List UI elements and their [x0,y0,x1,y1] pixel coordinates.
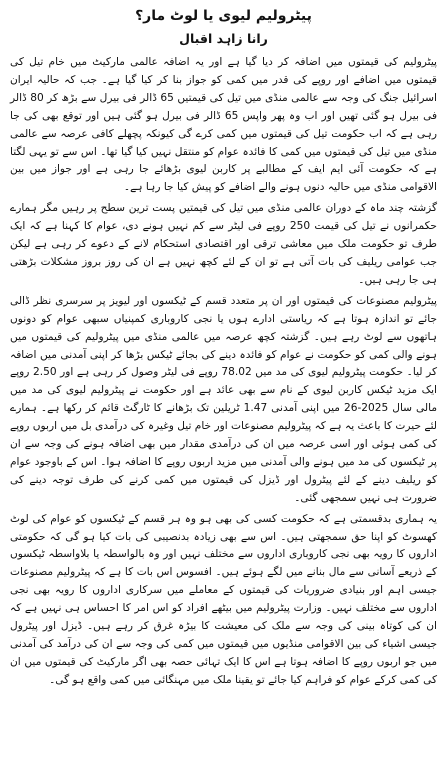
article-paragraph: پیٹرولیم کی قیمتوں میں اضافہ کر دیا گیا ہے اور یہ اضافہ عالمی مارکیٹ میں خام تیل کی قیمتوں میں اضافے اور روپے کی قدر میں کمی کو جواز بنا کر کیا گیا ہے۔ جب کہ حالیہ ایران اسرائیل جنگ کی وجہ سے عالمی منڈی میں تیل کی قیمتیں 65 ڈالر فی بیرل سے بڑھ کر 80 ڈالر فی بیرل ہو گئی تھیں اور اب وہ پھر واپس 65 ڈالر فی بیرل ہو گئی ہیں اور توقع بھی کی جا رہی ہے کہ اب حکومت تیل کی قیمتوں میں کمی کرے گی کیونکہ پچھلے کافی عرصہ سے عالمی منڈی میں تیل کی قیمتوں میں کمی کا فائدہ عوام کو منتقل نہیں کیا گیا تھا۔ اس سے تو یہی لگتا ہے کہ حکومت آئی ایم ایف کے مطالبے پر کاربن لیوی بڑھائے جا رہی ہے اور جواز میں بین الاقوامی منڈی میں حالیہ دنوں ہونے والے اضافے کو پیش کیا جا رہا ہے۔ [10,56,438,194]
article-paragraph: گزشتہ چند ماہ کے دوران عالمی منڈی میں تیل کی قیمتیں پست ترین سطح پر رہیں مگر ہمارے حکمرانوں نے تیل کی قیمت 250 روپے فی لیٹر سے کم نہیں ہونے دی، عوام کا کہنا ہے کہ ایک طرف تو حکومت ملک میں معاشی ترقی اور اقتصادی استحکام لانے کے دعوے کر رہی ہے لیکن جب عوامی ریلیف کی بات آتی ہے تو ان کے لئے کچھ نہیں ہے ان کی روز بروز مشکلات بڑھتی ہی جا رہی ہیں۔ [10,202,437,286]
article-title: پیٹرولیم لیوی یا لوٹ مار؟ [135,8,312,24]
article-paragraph: پیٹرولیم مصنوعات کی قیمتوں اور ان پر متعدد قسم کے ٹیکسوں اور لیویز پر سرسری نظر ڈالی جائے تو اندازہ ہوتا ہے کہ ریاستی ادارے ہوں یا نجی کاروباری کمپنیاں سبھی عوام کو دونوں ہاتھوں سے لوٹ رہے ہیں۔ گزشتہ کچھ عرصہ میں عالمی منڈی میں پیٹرولیم کی قیمتوں میں ہونے والی کمی کو حکومت نے عوام کو فائدہ دینے کی بجائے ٹیکس بڑھا کر اپنی آمدنی میں اضافہ کر لیا۔ حکومت پیٹرولیم لیوی کی مد میں 78.02 روپے فی لیٹر وصول کر رہی ہے اور 2.50 روپے ایک مزید ٹیکس کاربن لیوی کے نام سے بھی عائد ہے اور حکومت نے پیٹرولیم لیوی کی مد میں مالی سال 2025-26 میں اپنی آمدنی 1.47 ٹریلین تک بڑھانے کا ٹارگٹ قائم کر رکھا ہے۔ ہمارے لئے حیرت کا باعث یہ ہے کہ پیٹرولیم مصنوعات اور خام تیل وغیرہ کی درآمدی بل میں اربوں روپے کی کمی ہوئی اور اسی عرصہ میں ان کی درآمدی مقدار میں بھی اضافہ ہونے کی وجہ سے ان پر ٹیکسوں کی مد میں ہونے والی آمدنی میں مزید اربوں روپے کا اضافہ ہوا۔ اس کے باوجود عوام کو ریلیف دینے کے لئے پیٹرول اور ڈیزل کی قیمتوں میں کمی کرنے کی طرف توجہ دینے کی ضرورت ہی نہیں سمجھی گئی۔ [10,294,437,504]
article-paragraph: یہ ہماری بدقسمتی ہے کہ حکومت کسی کی بھی ہو وہ ہر قسم کے ٹیکسوں کو عوام کی لوٹ کھسوٹ کو اپنا حق سمجھتی ہیں۔ اس سے بھی زیادہ بدنصیبی کی بات کیا ہو گی کہ حکومتی اداروں کا رویہ بھی نجی کاروباری اداروں سے مختلف نہیں اور وہ بالواسطہ یا بلاواسطہ ٹیکسوں کے ذریعے آسانی سے مال بنانے میں لگے ہوئے ہیں۔ افسوس اس بات کا ہے کہ پیٹرولیم مصنوعات جیسی اہم اور بنیادی ضروریات کی قیمتوں کے معاملے میں سرکاری اداروں کا رویہ بھی نجی اداروں سے مختلف نہیں۔ وزارت پیٹرولیم میں بیٹھے افراد کو اس امر کا احساس ہی نہیں ہے کہ ان کی کوتاہ بینی کی وجہ سے ملک کی معیشت کا بیڑہ غرق کر رہے ہیں۔ ڈیزل اور پیٹرول جیسی اشیاء کی بین الاقوامی منڈیوں میں قیمتوں میں کمی کی وجہ سے ان کی درآمد کی آمدنی میں جو اربوں روپے کا اضافہ ہوتا ہے اس کا ایک تہائی حصہ بھی اگر مارکیٹ کی قیمتوں میں ان کی کمی کرکے عوام کو فراہم کیا جائے تو یقینا ملک میں مہنگائی میں کمی واقع ہو گی۔ [10,512,437,686]
author-name: رانا زاہد اقبال [179,31,268,46]
